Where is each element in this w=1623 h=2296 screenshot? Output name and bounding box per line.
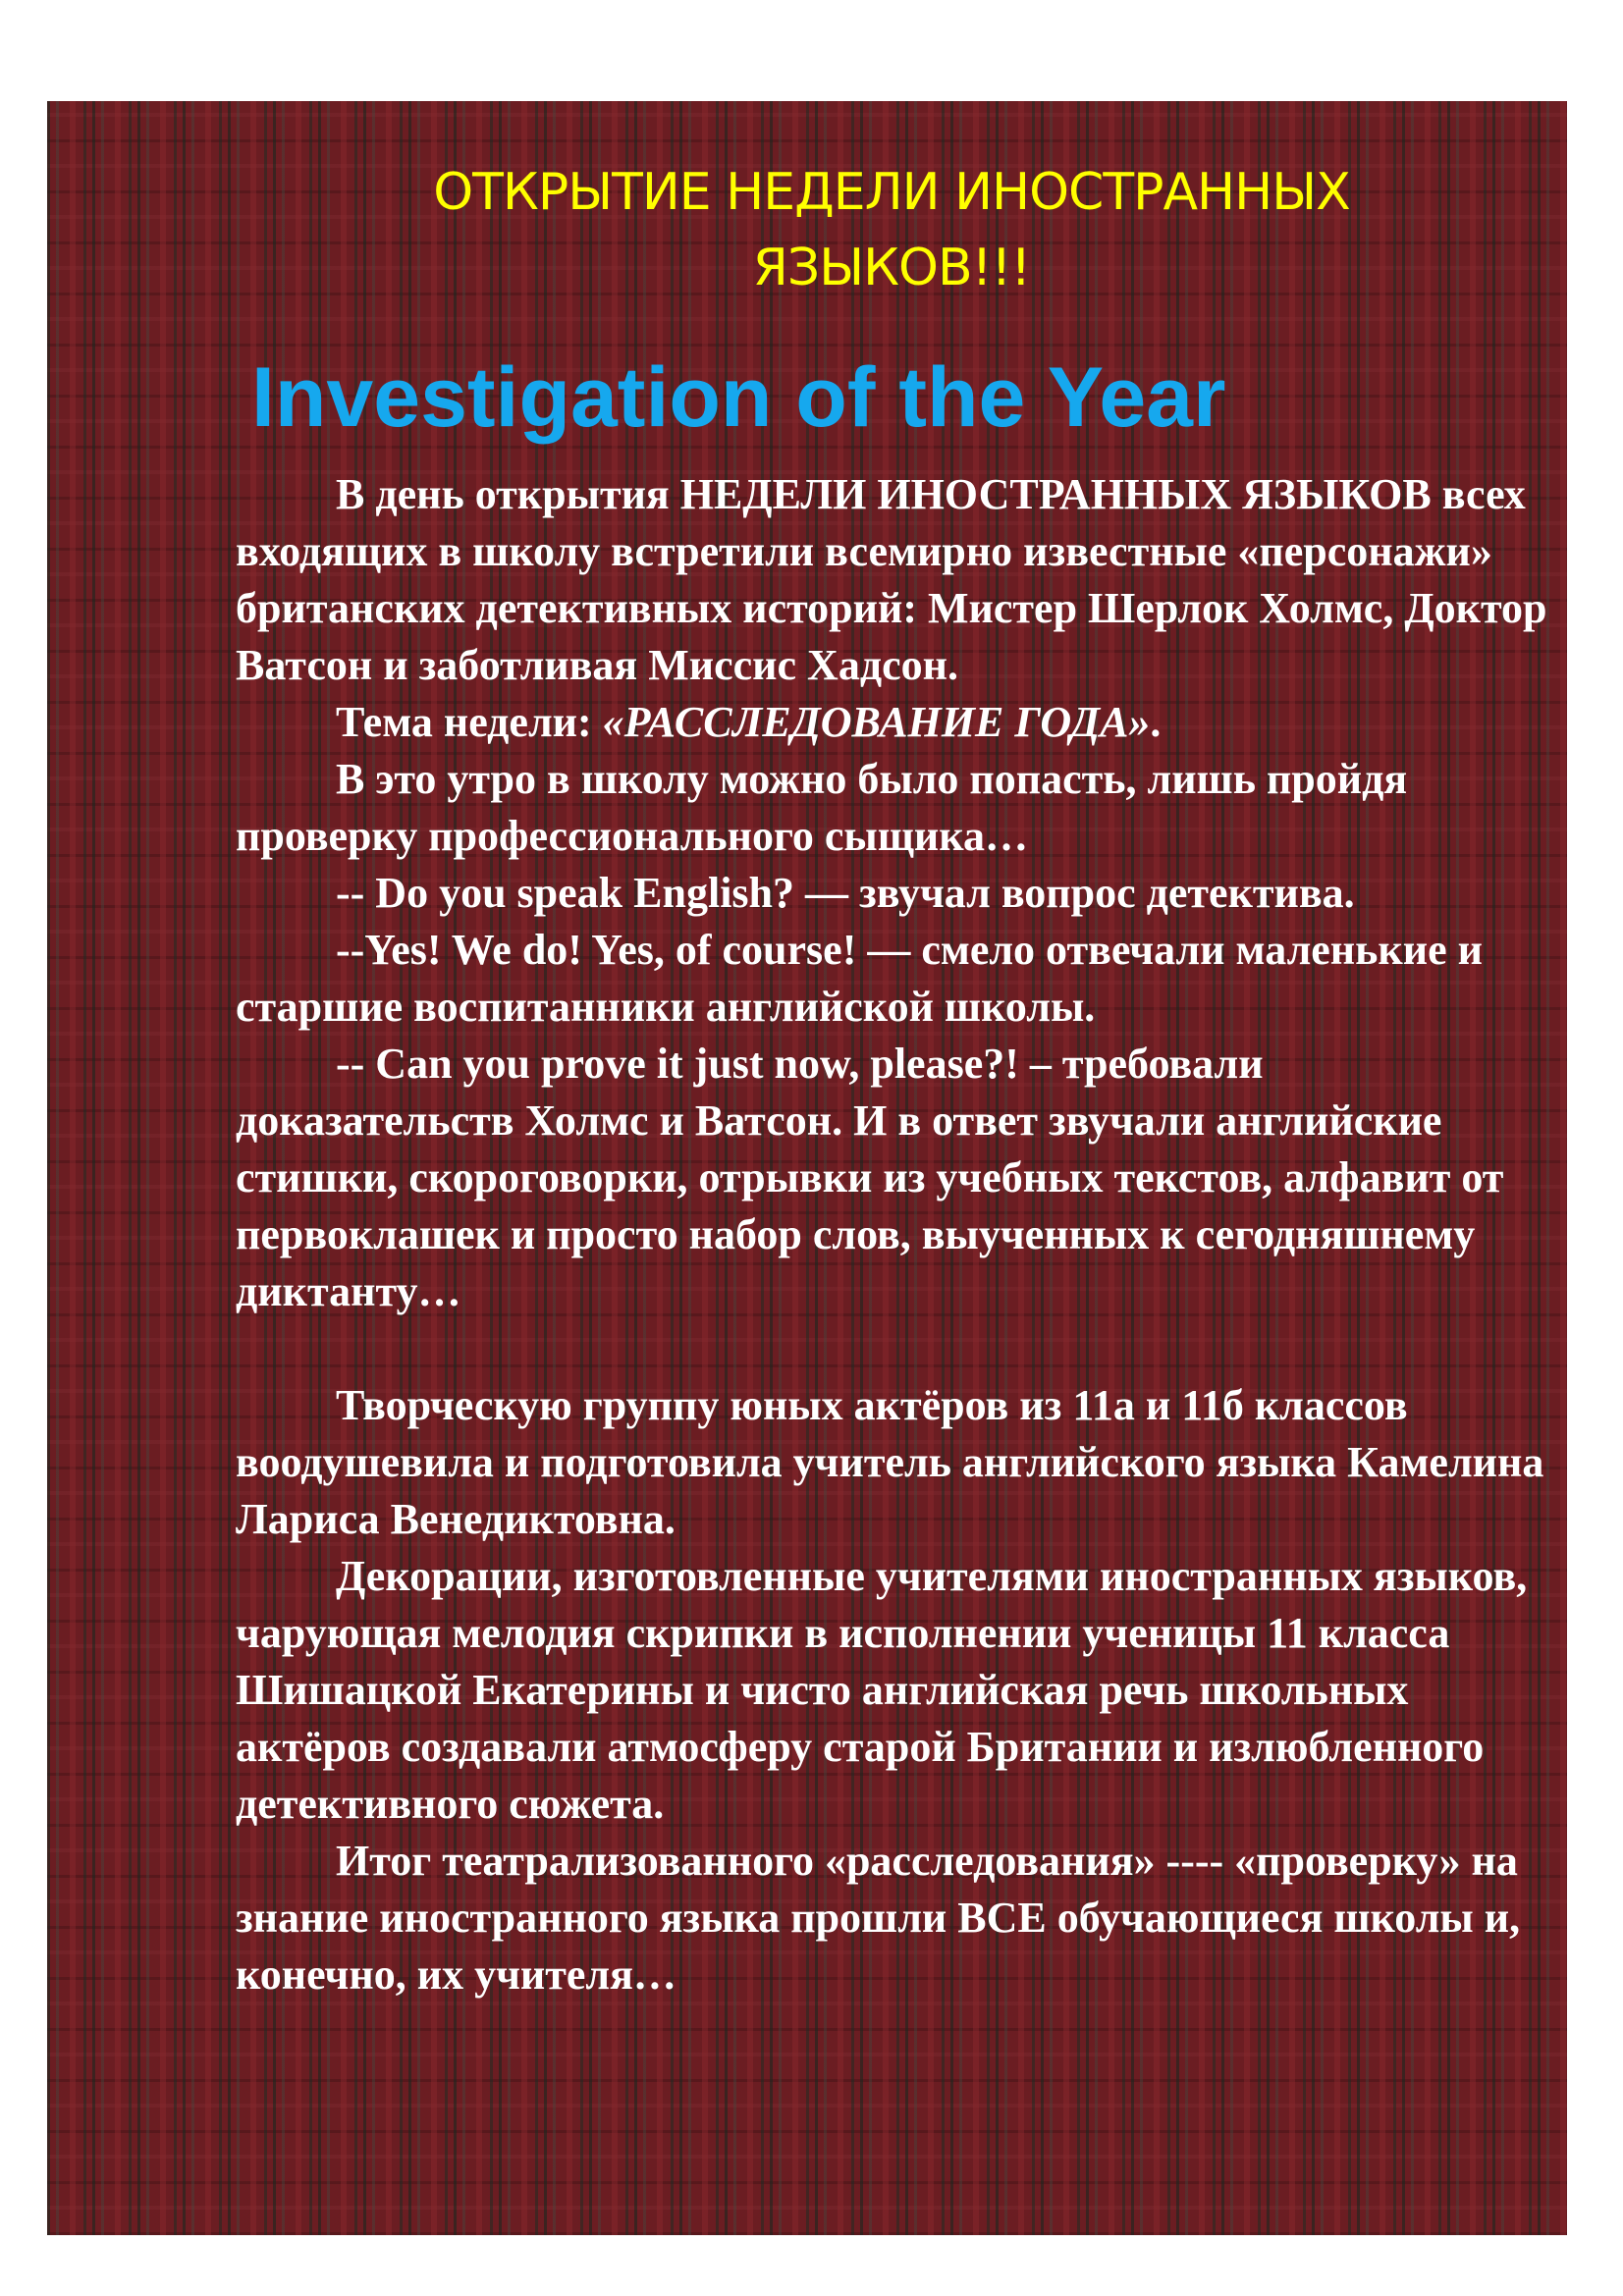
tartan-poster: [47, 101, 1567, 2235]
theme-label: Тема недели:: [336, 698, 603, 746]
article-body: [236, 466, 1551, 2003]
theme-end: .: [1150, 698, 1162, 746]
paragraph-actors: Творческую группу юных актёров из 11а и 11б классов воодушевила и подготовила учитель английского языка Камелина Лариса Венедиктовна.: [236, 1381, 1544, 1543]
paragraph-answer: --Yes! We do! Yes, of course! — смело отвечали маленькие и старшие воспитанники английской школы.: [236, 926, 1483, 1031]
paragraph-decorations: Декорации, изготовленные учителями иностранных языков, чарующая мелодия скрипки в исполнении ученицы 11 класса Шишацкой Екатерины и чисто английская речь школьных актёров создавали атмосферу старой Британии и излюбленного детективного сюжета.: [236, 1552, 1528, 1828]
paragraph-morning: В это утро в школу можно было попасть, лишь пройдя проверку профессионального сыщика…: [236, 755, 1408, 860]
headline: ОТКРЫТИЕ НЕДЕЛИ ИНОСТРАННЫХ ЯЗЫКОВ!!!: [433, 163, 1350, 297]
subtitle: Investigation of the Year: [251, 350, 1226, 445]
theme-title: «РАССЛЕДОВАНИЕ ГОДА»: [602, 698, 1151, 746]
paragraph-theme: [236, 694, 1551, 751]
paragraph-opening: В день открытия НЕДЕЛИ ИНОСТРАННЫХ ЯЗЫКОВ всех входящих в школу встретили всемирно известные «персонажи» британских детективных историй: Мистер Шерлок Холмс, Доктор Ватсон и заботливая Миссис Хадсон.: [236, 470, 1547, 689]
paragraph-spacer: [236, 1320, 1551, 1377]
paragraph-question: -- Do you speak English? — звучал вопрос детектива.: [336, 869, 1355, 917]
paragraph-proof: -- Can you prove it just now, please?! – требовали доказательств Холмс и Ватсон. И в ответ звучали английские стишки, скороговорки, отрывки из учебных текстов, алфавит от первоклашек и просто набор слов, выученных к сегодняшнему диктанту…: [236, 1040, 1504, 1315]
paragraph-result: Итог театрализованного «расследования» ---- «проверку» на знание иностранного языка прошли ВСЕ обучающиеся школы и, конечно, их учителя…: [236, 1837, 1521, 1999]
